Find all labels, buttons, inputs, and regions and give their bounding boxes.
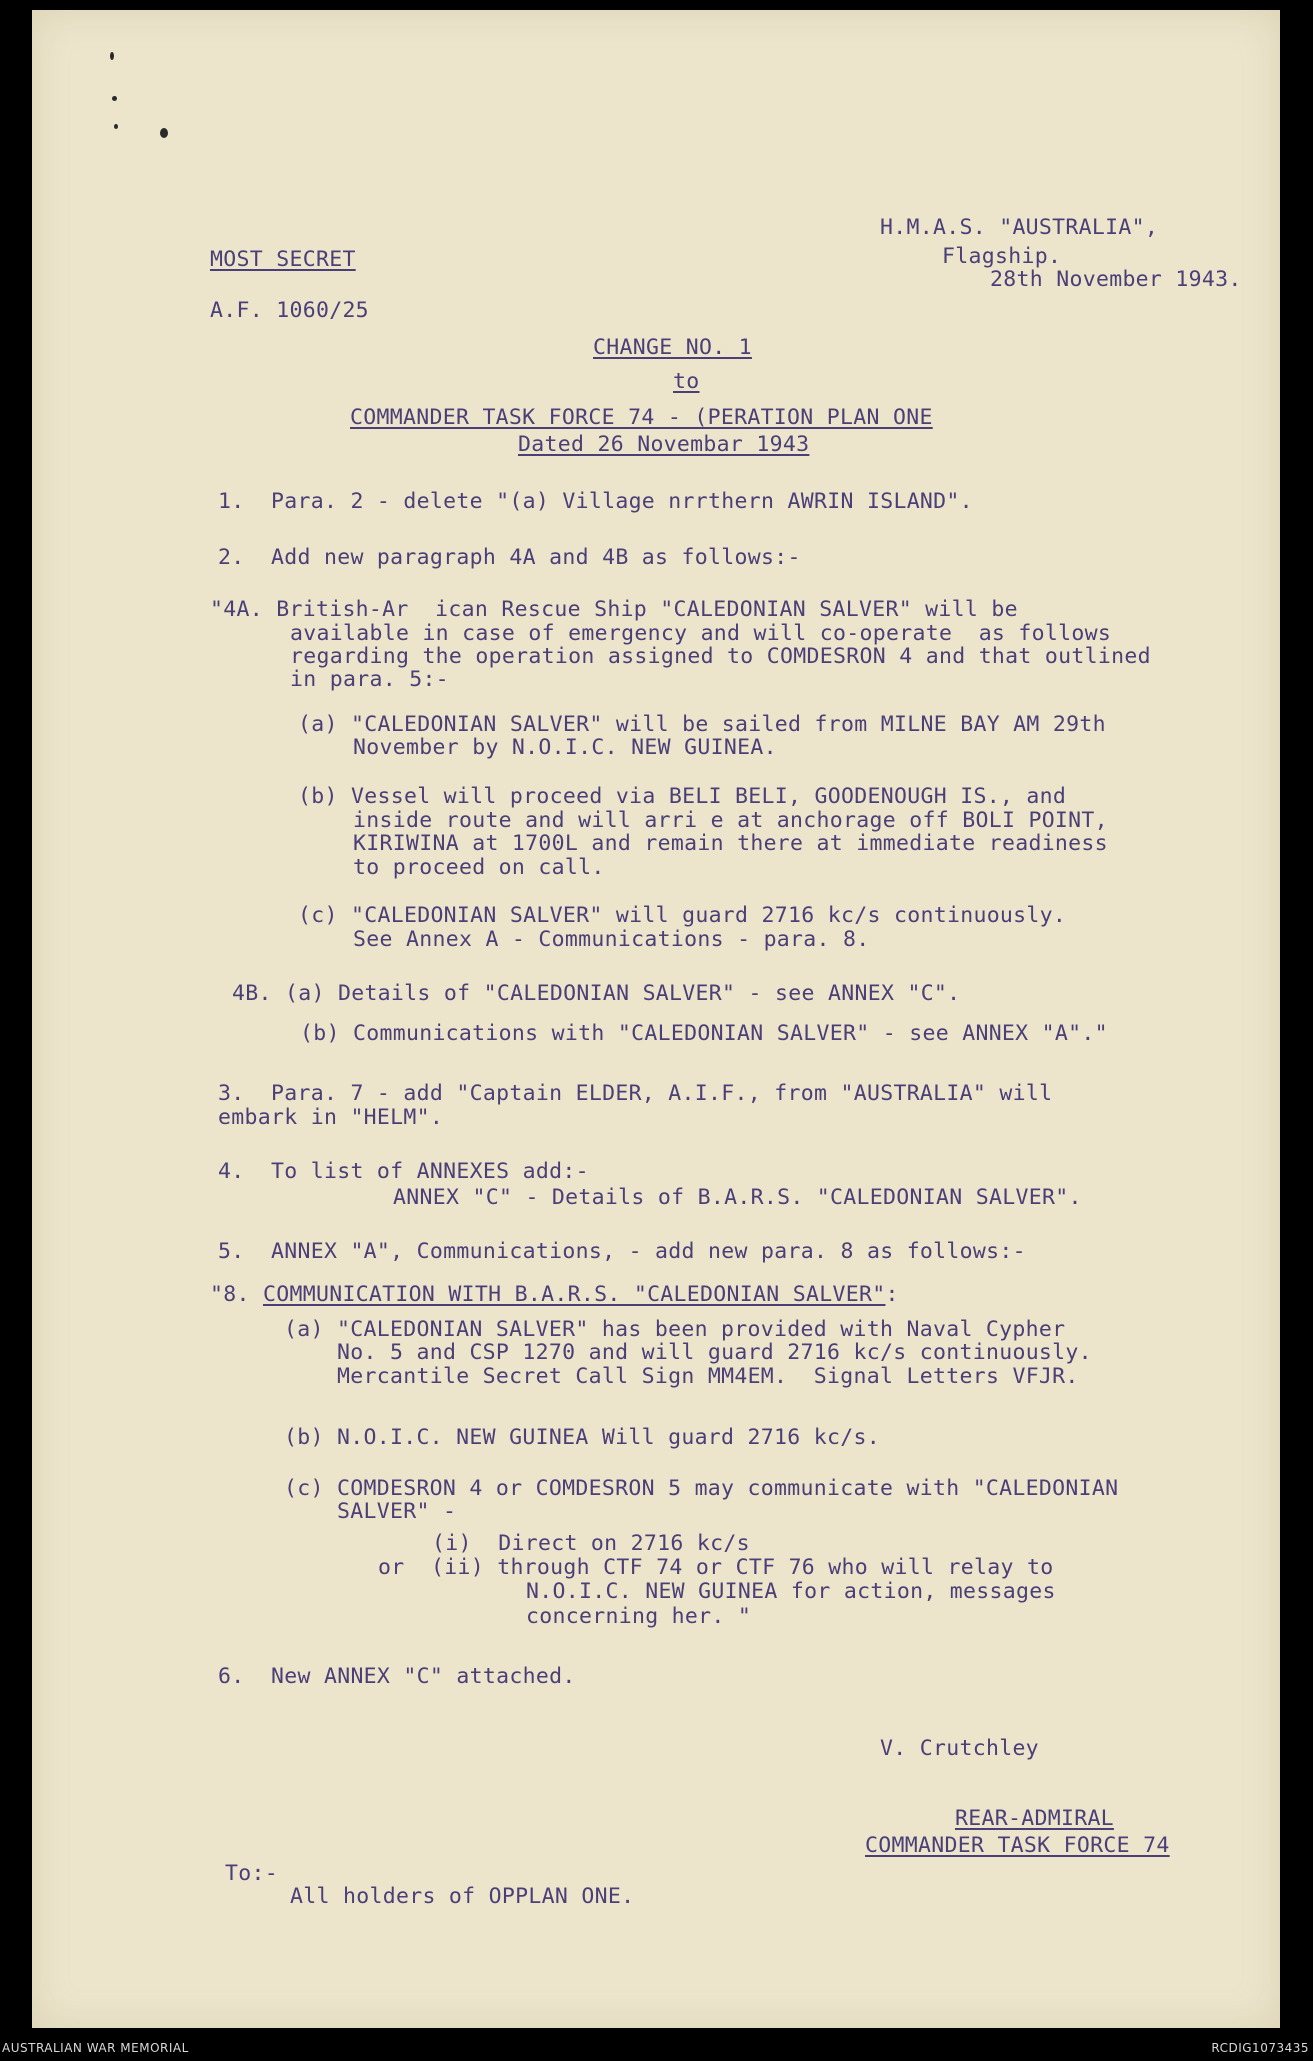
paragraph-4a-line: regarding the operation assigned to COMDESRON 4 and that outlined xyxy=(290,644,1151,669)
paragraph-2: 2. Add new paragraph 4A and 4B as follows:- xyxy=(218,545,801,570)
paragraph-4: ANNEX "C" - Details of B.A.R.S. "CALEDONIAN SALVER". xyxy=(393,1185,1082,1210)
punch-mark xyxy=(160,128,168,138)
paragraph-4: 4. To list of ANNEXES add:- xyxy=(218,1159,589,1184)
footer-institution: AUSTRALIAN WAR MEMORIAL xyxy=(2,2041,189,2055)
paragraph-3: embark in "HELM". xyxy=(218,1105,444,1130)
title-to: to xyxy=(673,369,700,394)
plan-date: Dated 26 Novembar 1943 xyxy=(518,432,810,457)
flagship-label: Flagship. xyxy=(942,244,1062,269)
item-8-c-ii: or (ii) through CTF 74 or CTF 76 who will relay to xyxy=(378,1555,1054,1580)
item-8-a: (a) "CALEDONIAN SALVER" has been provided with Naval Cypher xyxy=(284,1317,1066,1342)
item-8-c-ii: concerning her. " xyxy=(526,1604,752,1629)
item-4b-a: 4B. (a) Details of "CALEDONIAN SALVER" - see ANNEX "C". xyxy=(232,981,961,1006)
paragraph-3: 3. Para. 7 - add "Captain ELDER, A.I.F., from "AUSTRALIA" will xyxy=(218,1081,1053,1106)
item-4a-b: KIRIWINA at 1700L and remain there at immediate readiness xyxy=(353,831,1108,856)
item-4a-b: to proceed on call. xyxy=(353,855,605,880)
classification: MOST SECRET xyxy=(210,247,356,272)
plan-title: COMMANDER TASK FORCE 74 - (PERATION PLAN ONE xyxy=(350,405,933,430)
punch-mark xyxy=(112,96,117,101)
item-8-b: (b) N.O.I.C. NEW GUINEA Will guard 2716 kc/s. xyxy=(284,1425,880,1450)
item-8-a: No. 5 and CSP 1270 and will guard 2716 kc/s continuously. xyxy=(337,1340,1092,1365)
paragraph-1: 1. Para. 2 - delete "(a) Village nrrthern AWRIN ISLAND". xyxy=(218,489,973,514)
paragraph-4a-line: in para. 5:- xyxy=(290,667,449,692)
distribution-label: To:- xyxy=(225,1861,278,1886)
item-8-c: SALVER" - xyxy=(337,1499,457,1524)
item-4a-b: inside route and will arri e at anchorage off BOLI POINT, xyxy=(353,808,1108,833)
item-4a-a: (a) "CALEDONIAN SALVER" will be sailed from MILNE BAY AM 29th xyxy=(298,712,1106,737)
paragraph-4a-line: available in case of emergency and will co-operate as follows xyxy=(290,621,1112,646)
paragraph-8-number: "8. xyxy=(210,1282,263,1307)
item-4a-a: November by N.O.I.C. NEW GUINEA. xyxy=(353,735,777,760)
paragraph-8-title: COMMUNICATION WITH B.A.R.S. "CALEDONIAN SALVER" xyxy=(262,1282,886,1307)
paragraph-6: 6. New ANNEX "C" attached. xyxy=(218,1664,576,1689)
paragraph-8-colon: : xyxy=(885,1282,899,1307)
punch-mark xyxy=(114,124,118,129)
footer-record-id: RCDIG1073435 xyxy=(1211,2041,1309,2055)
file-reference: A.F. 1060/25 xyxy=(210,298,369,323)
signatory-name: V. Crutchley xyxy=(880,1736,1039,1761)
distribution-list: All holders of OPPLAN ONE. xyxy=(290,1884,635,1909)
document-date: 28th November 1943. xyxy=(990,267,1242,292)
signatory-rank: REAR-ADMIRAL xyxy=(955,1806,1114,1831)
item-4a-c: (c) "CALEDONIAN SALVER" will guard 2716 kc/s continuously. xyxy=(298,903,1067,928)
item-8-c-i: (i) Direct on 2716 kc/s xyxy=(432,1531,750,1556)
item-8-c-ii: N.O.I.C. NEW GUINEA for action, messages xyxy=(526,1579,1056,1604)
signatory-title: COMMANDER TASK FORCE 74 xyxy=(865,1833,1170,1858)
item-4a-c: See Annex A - Communications - para. 8. xyxy=(353,927,870,952)
item-8-c: (c) COMDESRON 4 or COMDESRON 5 may communicate with "CALEDONIAN xyxy=(284,1476,1119,1501)
change-number: CHANGE NO. 1 xyxy=(593,335,752,360)
punch-mark xyxy=(110,52,114,60)
item-4a-b: (b) Vessel will proceed via BELI BELI, GOODENOUGH IS., and xyxy=(298,784,1067,809)
paragraph-5: 5. ANNEX "A", Communications, - add new para. 8 as follows:- xyxy=(218,1239,1026,1264)
ship-name: H.M.A.S. "AUSTRALIA", xyxy=(880,215,1159,240)
paragraph-4a-line: "4A. British-Ar ican Rescue Ship "CALEDONIAN SALVER" will be xyxy=(210,597,1018,622)
item-8-a: Mercantile Secret Call Sign MM4EM. Signal Letters VFJR. xyxy=(337,1364,1079,1389)
item-4b-b: (b) Communications with "CALEDONIAN SALVER" - see ANNEX "A"." xyxy=(300,1021,1108,1046)
paragraph-8-heading xyxy=(210,1283,899,1307)
